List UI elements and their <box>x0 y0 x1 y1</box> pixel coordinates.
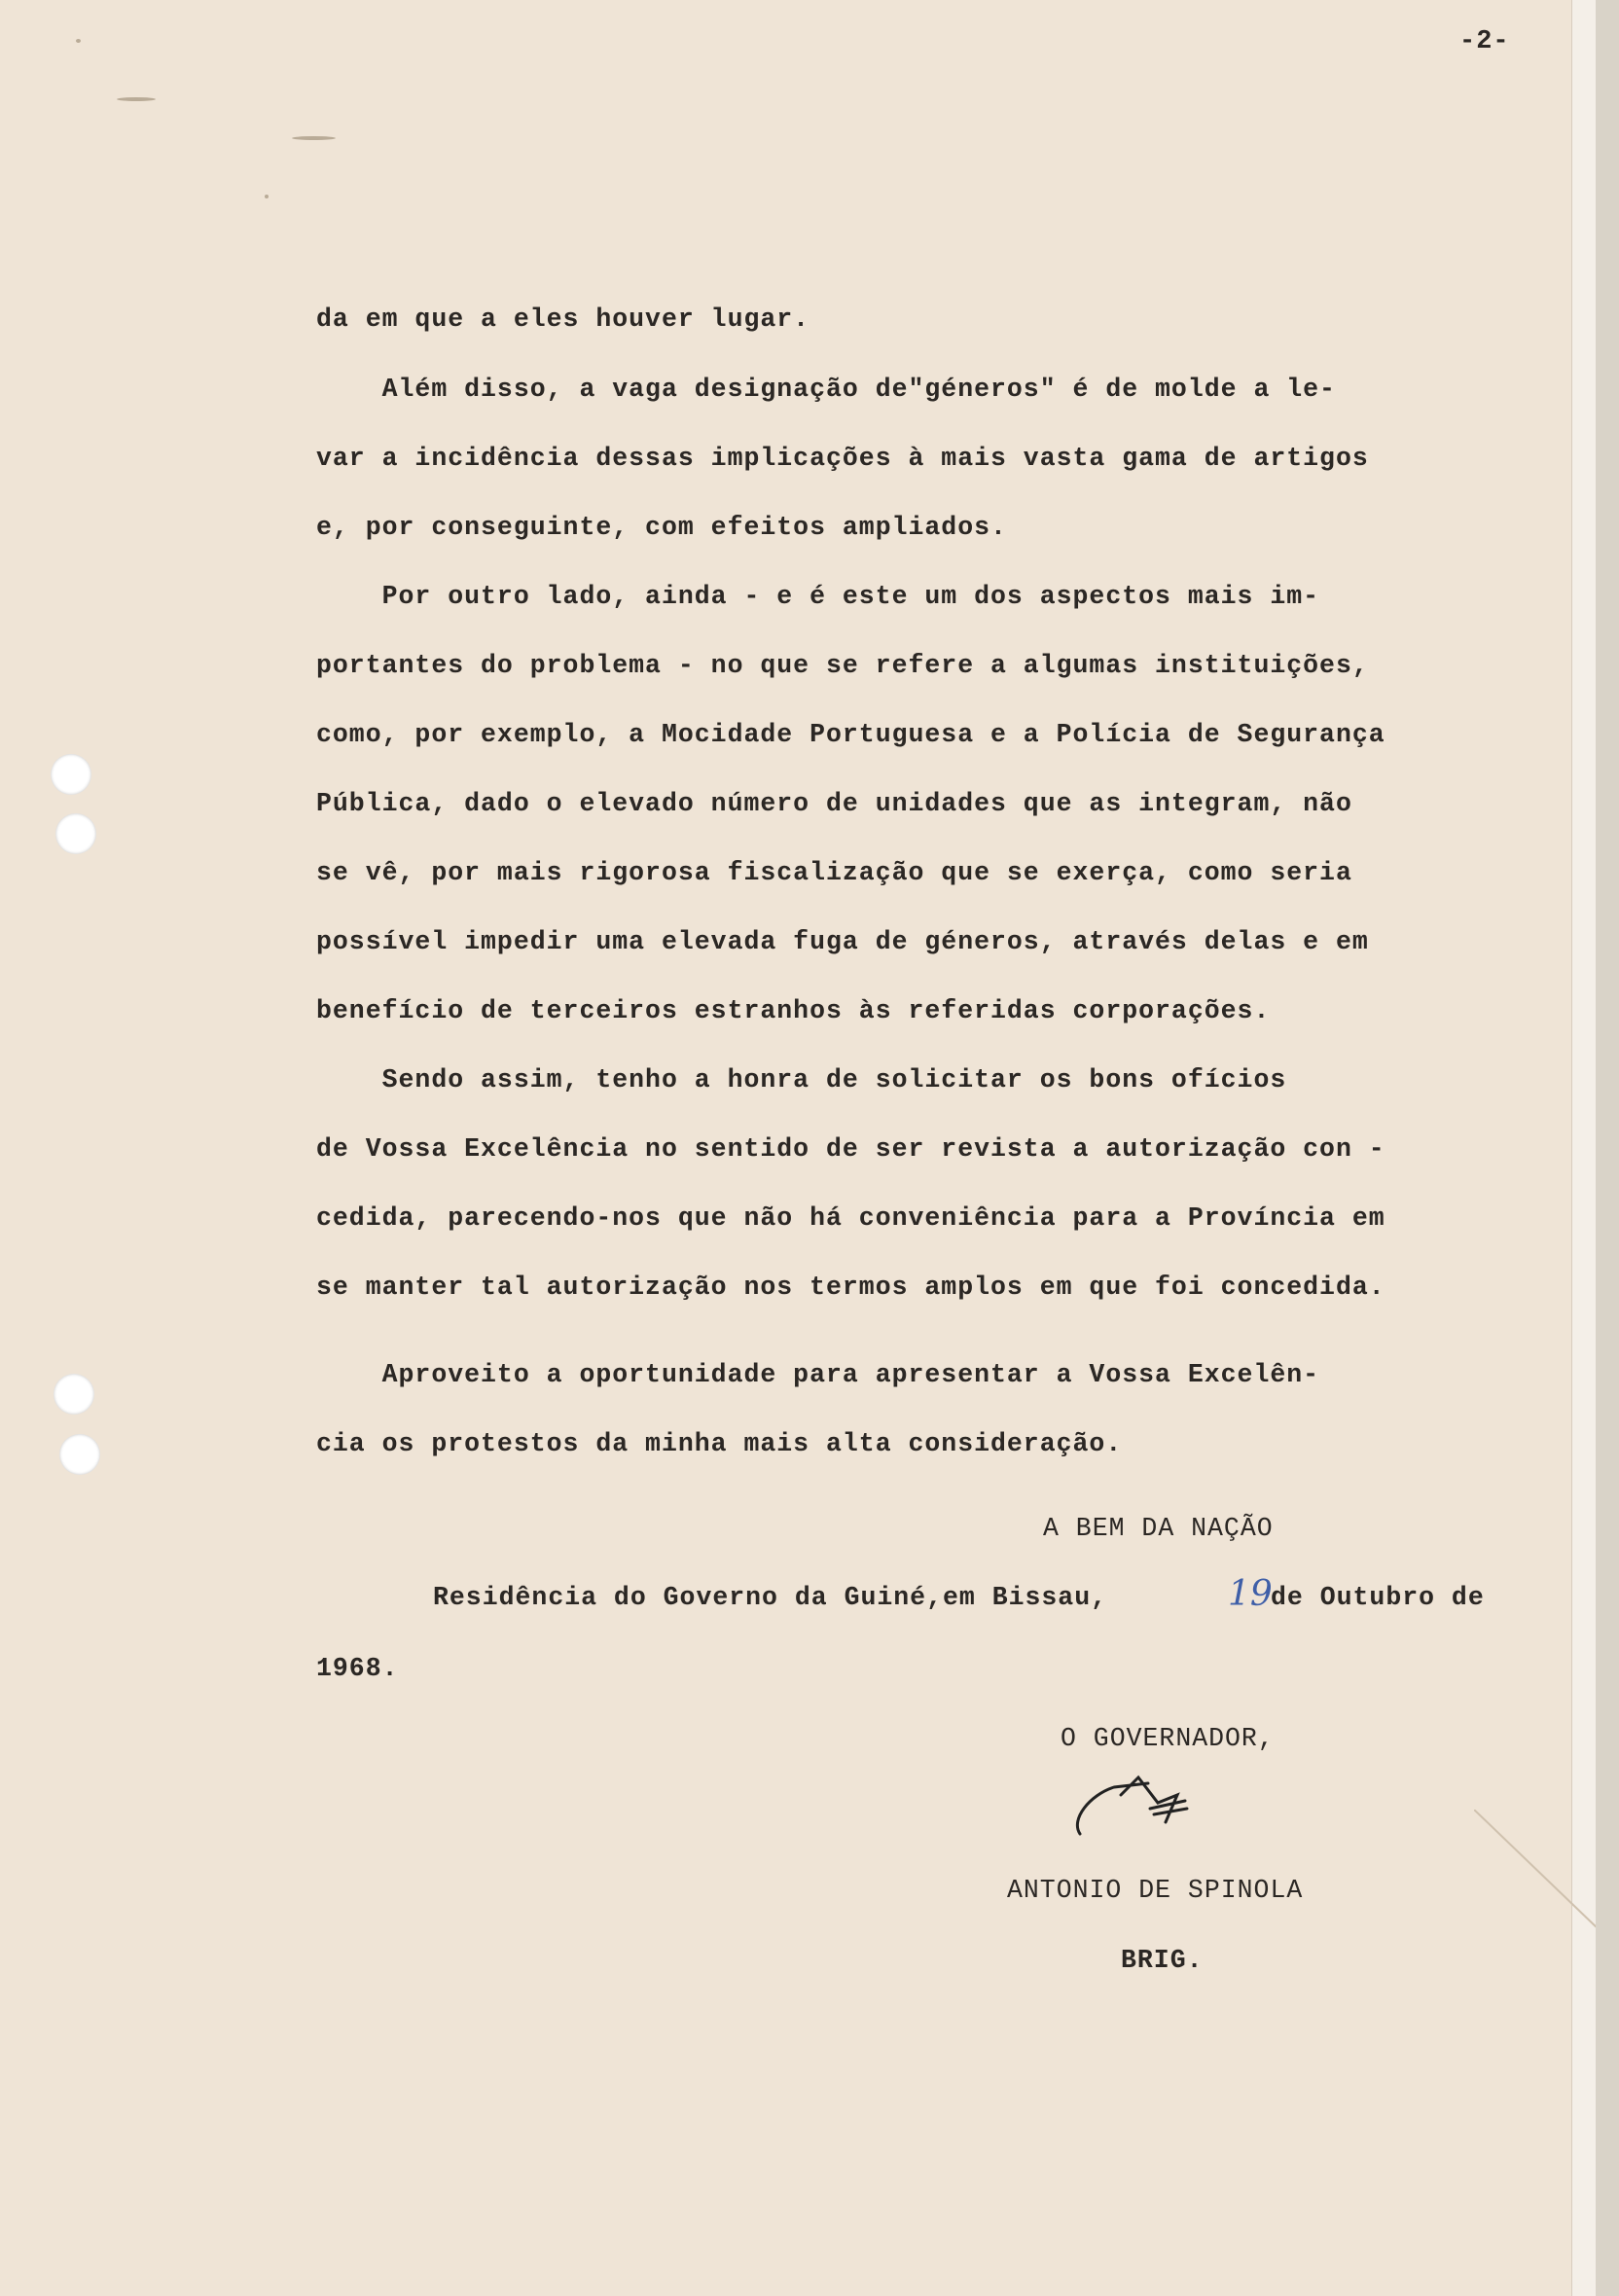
body-line: Sendo assim, tenho a honra de solicitar os bons ofícios <box>316 1065 1287 1094</box>
body-line: var a incidência dessas implicações à mais vasta gama de artigos <box>316 444 1369 473</box>
signature <box>1061 1766 1216 1844</box>
page-edge <box>1571 0 1596 2296</box>
body-line: Pública, dado o elevado número de unidades que as integram, não <box>316 789 1352 818</box>
body-line: benefício de terceiros estranhos às referidas corporações. <box>316 996 1271 1025</box>
punch-hole <box>51 754 91 795</box>
body-line: de Vossa Excelência no sentido de ser revista a autorização con - <box>316 1134 1385 1164</box>
body-line: Aproveito a oportunidade para apresentar a Vossa Excelên- <box>316 1360 1320 1389</box>
body-line: e, por conseguinte, com efeitos ampliados. <box>316 513 1007 542</box>
place-date-before: Residência do Governo da Guiné,em Bissau, <box>433 1583 1108 1612</box>
body-line: portantes do problema - no que se refere a algumas instituições, <box>316 651 1369 680</box>
signatory-name: ANTONIO DE SPINOLA <box>1007 1876 1304 1905</box>
signatory-rank: BRIG. <box>1121 1946 1204 1975</box>
body-line: como, por exemplo, a Mocidade Portuguesa e a Polícia de Segurança <box>316 720 1385 749</box>
body-line: cia os protestos da minha mais alta consideração. <box>316 1429 1123 1458</box>
signatory-title: O GOVERNADOR, <box>1061 1724 1275 1753</box>
paper-speck <box>117 97 156 101</box>
punch-hole <box>54 1374 94 1415</box>
page-number: -2- <box>1459 27 1510 56</box>
punch-hole <box>55 813 96 854</box>
body-line: Além disso, a vaga designação de"géneros" é de molde a le- <box>316 375 1336 404</box>
handwritten-day: 19 <box>1228 1574 1273 1614</box>
paper-crease <box>1474 1810 1596 1936</box>
body-line: cedida, parecendo-nos que não há conveniência para a Província em <box>316 1203 1385 1233</box>
year: 1968. <box>316 1654 399 1683</box>
place-date-after: de Outubro de <box>1271 1583 1485 1612</box>
body-line: possível impedir uma elevada fuga de géneros, através delas e em <box>316 927 1369 956</box>
body-line: se vê, por mais rigorosa fiscalização que se exerça, como seria <box>316 858 1352 887</box>
paper-speck <box>76 39 81 43</box>
paper-speck <box>265 195 269 198</box>
paper-speck <box>292 136 336 140</box>
body-line: da em que a eles houver lugar. <box>316 305 810 334</box>
body-line: Por outro lado, ainda - e é este um dos aspectos mais im- <box>316 582 1320 611</box>
motto: A BEM DA NAÇÃO <box>1043 1514 1274 1543</box>
body-line: se manter tal autorização nos termos amplos em que foi concedida. <box>316 1273 1385 1302</box>
punch-hole <box>59 1434 100 1475</box>
